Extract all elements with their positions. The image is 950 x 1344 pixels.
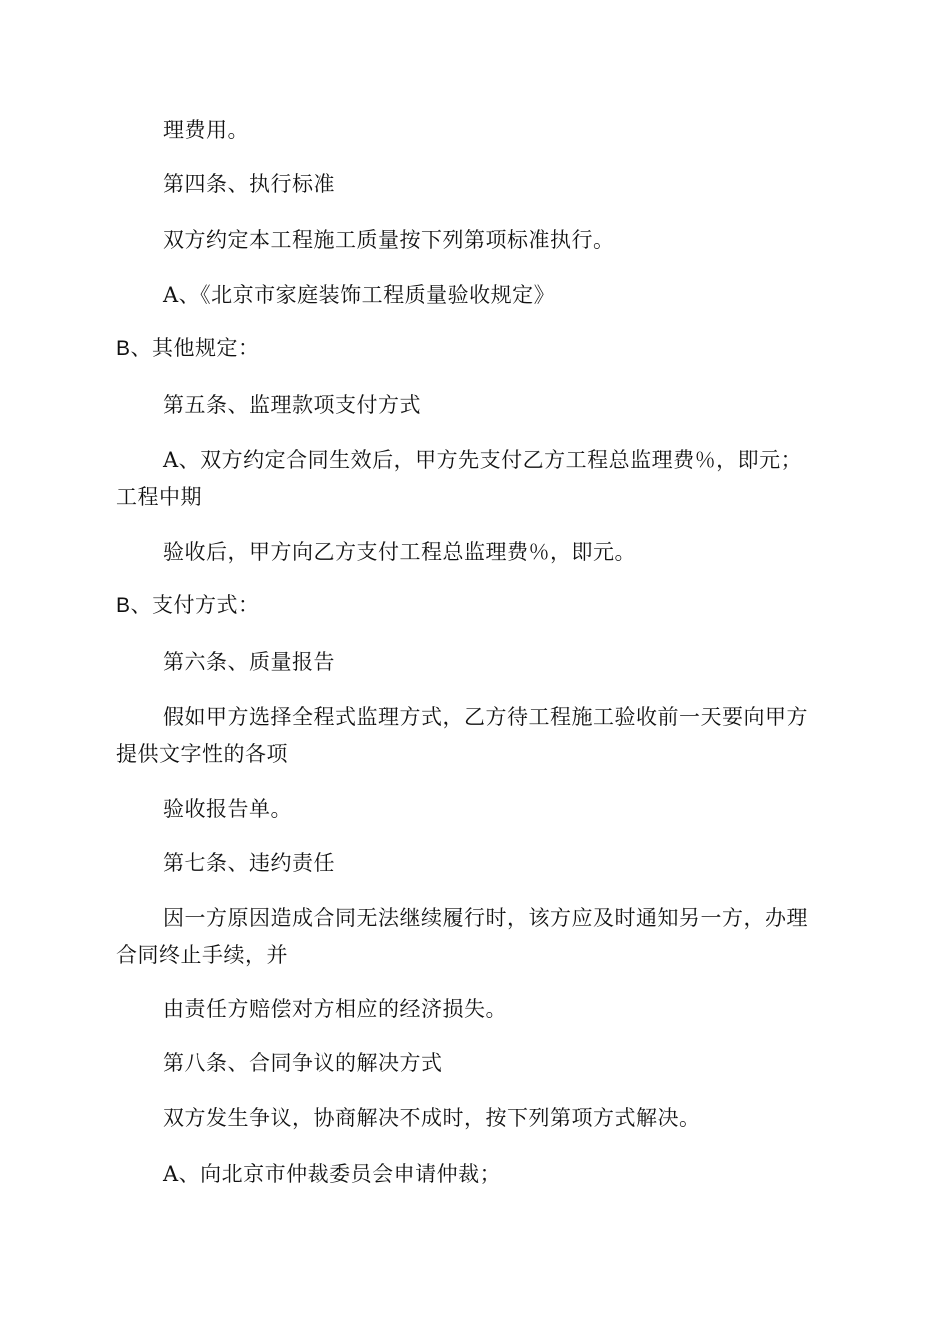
- paragraph-line: 验收报告单。: [163, 797, 292, 821]
- paragraph-line: 验收后，甲方向乙方支付工程总监理费％，即元。: [163, 540, 636, 564]
- paragraph-line: 双方发生争议，协商解决不成时，按下列第项方式解决。: [163, 1106, 701, 1130]
- article-heading: 第五条、监理款项支付方式: [163, 393, 421, 417]
- paragraph-line: 工程中期: [116, 485, 202, 509]
- paragraph-line: 假如甲方选择全程式监理方式，乙方待工程施工验收前一天要向甲方: [163, 705, 808, 729]
- article-heading: 第七条、违约责任: [163, 851, 335, 875]
- article-heading: 第四条、执行标准: [163, 172, 335, 196]
- paragraph-line: 因一方原因造成合同无法继续履行时，该方应及时通知另一方，办理: [163, 906, 808, 930]
- paragraph-line: 提供文字性的各项: [116, 742, 288, 766]
- paragraph-line: 合同终止手续，并: [116, 943, 288, 967]
- article-heading: 第六条、质量报告: [163, 650, 335, 674]
- list-item: A、向北京市仲裁委员会申请仲裁；: [163, 1162, 502, 1186]
- list-item: A、双方约定合同生效后，甲方先支付乙方工程总监理费％，即元；: [163, 448, 803, 472]
- paragraph-line: 理费用。: [163, 118, 249, 142]
- list-item: B、其他规定：: [116, 337, 260, 360]
- paragraph-line: 由责任方赔偿对方相应的经济损失。: [163, 997, 507, 1021]
- article-heading: 第八条、合同争议的解决方式: [163, 1051, 443, 1075]
- list-item: A、《北京市家庭装饰工程质量验收规定》: [163, 283, 556, 307]
- paragraph-line: 双方约定本工程施工质量按下列第项标准执行。: [163, 228, 615, 252]
- list-item: B、支付方式：: [116, 594, 260, 617]
